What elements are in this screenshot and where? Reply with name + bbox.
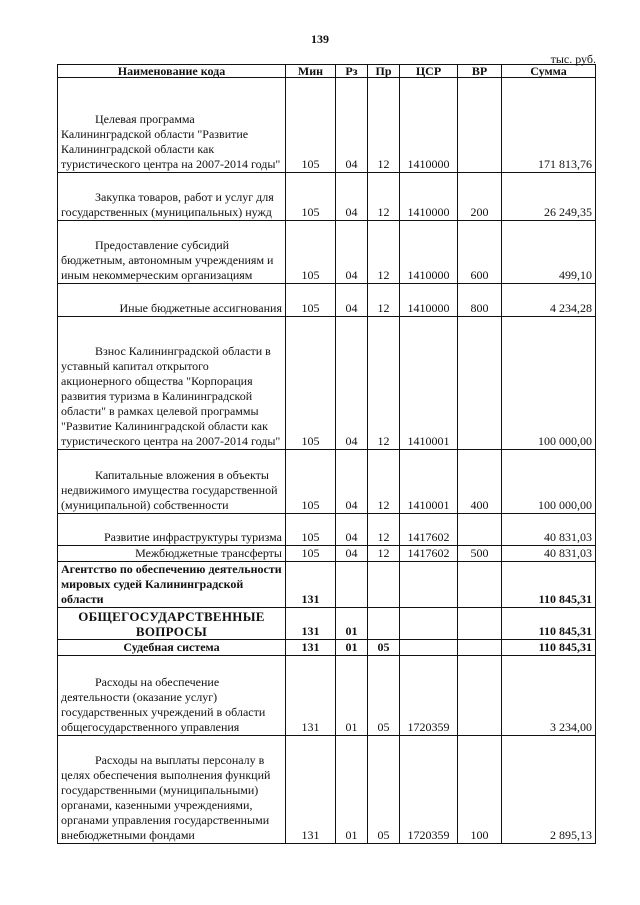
cell-csr bbox=[400, 562, 458, 608]
cell-name: Судебная система bbox=[58, 640, 286, 656]
cell-pr: 12 bbox=[368, 546, 400, 562]
cell-min: 131 bbox=[286, 640, 336, 656]
cell-name: Целевая программа Калининградской области "Развитие Калининградской области как туристического центра на 2007-2014 годы" bbox=[58, 78, 286, 173]
cell-csr: 1720359 bbox=[400, 656, 458, 736]
cell-rz: 01 bbox=[336, 656, 368, 736]
cell-csr: 1410000 bbox=[400, 284, 458, 317]
cell-pr: 05 bbox=[368, 656, 400, 736]
table-row bbox=[58, 317, 596, 450]
cell-vr bbox=[458, 317, 502, 450]
col-header-csr: ЦСР bbox=[400, 65, 458, 78]
cell-name: Расходы на обеспечение деятельности (оказание услуг) государственных учреждений в области общегосударственного управления bbox=[58, 656, 286, 736]
cell-sum: 26 249,35 bbox=[502, 173, 596, 221]
cell-min: 105 bbox=[286, 221, 336, 284]
cell-min: 105 bbox=[286, 78, 336, 173]
cell-csr: 1720359 bbox=[400, 736, 458, 844]
cell-name: Взнос Калининградской области в уставный капитал открытого акционерного общества "Корпорация развития туризма в Калининградской области" в рамках целевой программы "Развитие Калининградской области как туристического центра на 2007-2014 годы" bbox=[58, 317, 286, 450]
table-header-row bbox=[58, 65, 596, 78]
table-row bbox=[58, 736, 596, 844]
cell-vr bbox=[458, 640, 502, 656]
cell-min: 105 bbox=[286, 450, 336, 514]
cell-pr: 12 bbox=[368, 221, 400, 284]
cell-csr: 1410000 bbox=[400, 173, 458, 221]
cell-csr: 1410000 bbox=[400, 78, 458, 173]
col-header-rz: Рз bbox=[336, 65, 368, 78]
cell-sum: 110 845,31 bbox=[502, 640, 596, 656]
cell-min: 131 bbox=[286, 608, 336, 640]
cell-pr: 05 bbox=[368, 736, 400, 844]
cell-name: Межбюджетные трансферты bbox=[58, 546, 286, 562]
units-label: тыс. руб. bbox=[550, 52, 596, 66]
cell-rz: 04 bbox=[336, 317, 368, 450]
cell-name: Закупка товаров, работ и услуг для государственных (муниципальных) нужд bbox=[58, 173, 286, 221]
table-row bbox=[58, 514, 596, 546]
cell-sum: 110 845,31 bbox=[502, 562, 596, 608]
cell-csr: 1410001 bbox=[400, 450, 458, 514]
cell-rz: 01 bbox=[336, 736, 368, 844]
cell-rz: 04 bbox=[336, 450, 368, 514]
cell-pr bbox=[368, 562, 400, 608]
cell-vr: 600 bbox=[458, 221, 502, 284]
table-row bbox=[58, 450, 596, 514]
cell-name: Капитальные вложения в объекты недвижимого имущества государственной (муниципальной) собственности bbox=[58, 450, 286, 514]
cell-csr bbox=[400, 608, 458, 640]
cell-sum: 100 000,00 bbox=[502, 317, 596, 450]
table-row bbox=[58, 173, 596, 221]
cell-csr: 1410000 bbox=[400, 221, 458, 284]
budget-table bbox=[57, 64, 596, 844]
cell-name: ОБЩЕГОСУДАРСТВЕННЫЕ ВОПРОСЫ bbox=[58, 608, 286, 640]
cell-min: 105 bbox=[286, 546, 336, 562]
cell-min: 131 bbox=[286, 736, 336, 844]
cell-vr: 400 bbox=[458, 450, 502, 514]
cell-pr: 05 bbox=[368, 640, 400, 656]
cell-rz bbox=[336, 562, 368, 608]
cell-name: Агентство по обеспечению деятельности мировых судей Калининградской области bbox=[58, 562, 286, 608]
cell-sum: 40 831,03 bbox=[502, 546, 596, 562]
col-header-min: Мин bbox=[286, 65, 336, 78]
cell-csr: 1410001 bbox=[400, 317, 458, 450]
cell-vr bbox=[458, 608, 502, 640]
cell-sum: 4 234,28 bbox=[502, 284, 596, 317]
col-header-sum: Сумма bbox=[502, 65, 596, 78]
col-header-name: Наименование кода bbox=[58, 65, 286, 78]
cell-vr bbox=[458, 78, 502, 173]
cell-name: Предоставление субсидий бюджетным, автономным учреждениям и иным некоммерческим организациям bbox=[58, 221, 286, 284]
cell-min: 105 bbox=[286, 173, 336, 221]
cell-vr bbox=[458, 562, 502, 608]
cell-sum: 171 813,76 bbox=[502, 78, 596, 173]
cell-sum: 2 895,13 bbox=[502, 736, 596, 844]
cell-vr bbox=[458, 514, 502, 546]
cell-pr: 12 bbox=[368, 317, 400, 450]
cell-pr: 12 bbox=[368, 173, 400, 221]
cell-min: 105 bbox=[286, 284, 336, 317]
cell-sum: 3 234,00 bbox=[502, 656, 596, 736]
cell-rz: 04 bbox=[336, 546, 368, 562]
cell-vr: 100 bbox=[458, 736, 502, 844]
cell-pr bbox=[368, 608, 400, 640]
cell-rz: 01 bbox=[336, 608, 368, 640]
cell-name: Иные бюджетные ассигнования bbox=[58, 284, 286, 317]
cell-rz: 04 bbox=[336, 514, 368, 546]
cell-csr: 1417602 bbox=[400, 546, 458, 562]
cell-rz: 01 bbox=[336, 640, 368, 656]
cell-pr: 12 bbox=[368, 78, 400, 173]
page-number: 139 bbox=[311, 32, 329, 46]
cell-rz: 04 bbox=[336, 173, 368, 221]
table-row bbox=[58, 608, 596, 640]
cell-csr: 1417602 bbox=[400, 514, 458, 546]
cell-min: 105 bbox=[286, 317, 336, 450]
cell-min: 131 bbox=[286, 562, 336, 608]
cell-min: 131 bbox=[286, 656, 336, 736]
cell-rz: 04 bbox=[336, 78, 368, 173]
cell-name: Расходы на выплаты персоналу в целях обеспечения выполнения функций государственными (муниципальными) органами, казенными учреждениями, органами управления государственными внебюджетными фондами bbox=[58, 736, 286, 844]
cell-sum: 499,10 bbox=[502, 221, 596, 284]
col-header-pr: Пр bbox=[368, 65, 400, 78]
table-row bbox=[58, 640, 596, 656]
cell-rz: 04 bbox=[336, 221, 368, 284]
table-row bbox=[58, 546, 596, 562]
cell-name: Развитие инфраструктуры туризма bbox=[58, 514, 286, 546]
table-row bbox=[58, 562, 596, 608]
cell-vr: 500 bbox=[458, 546, 502, 562]
table-row bbox=[58, 284, 596, 317]
cell-sum: 40 831,03 bbox=[502, 514, 596, 546]
cell-vr: 200 bbox=[458, 173, 502, 221]
cell-vr bbox=[458, 656, 502, 736]
cell-vr: 800 bbox=[458, 284, 502, 317]
table-row bbox=[58, 78, 596, 173]
col-header-vr: ВР bbox=[458, 65, 502, 78]
cell-csr bbox=[400, 640, 458, 656]
table-row bbox=[58, 221, 596, 284]
cell-pr: 12 bbox=[368, 284, 400, 317]
cell-sum: 100 000,00 bbox=[502, 450, 596, 514]
cell-pr: 12 bbox=[368, 450, 400, 514]
cell-sum: 110 845,31 bbox=[502, 608, 596, 640]
cell-rz: 04 bbox=[336, 284, 368, 317]
cell-min: 105 bbox=[286, 514, 336, 546]
table-row bbox=[58, 656, 596, 736]
cell-pr: 12 bbox=[368, 514, 400, 546]
